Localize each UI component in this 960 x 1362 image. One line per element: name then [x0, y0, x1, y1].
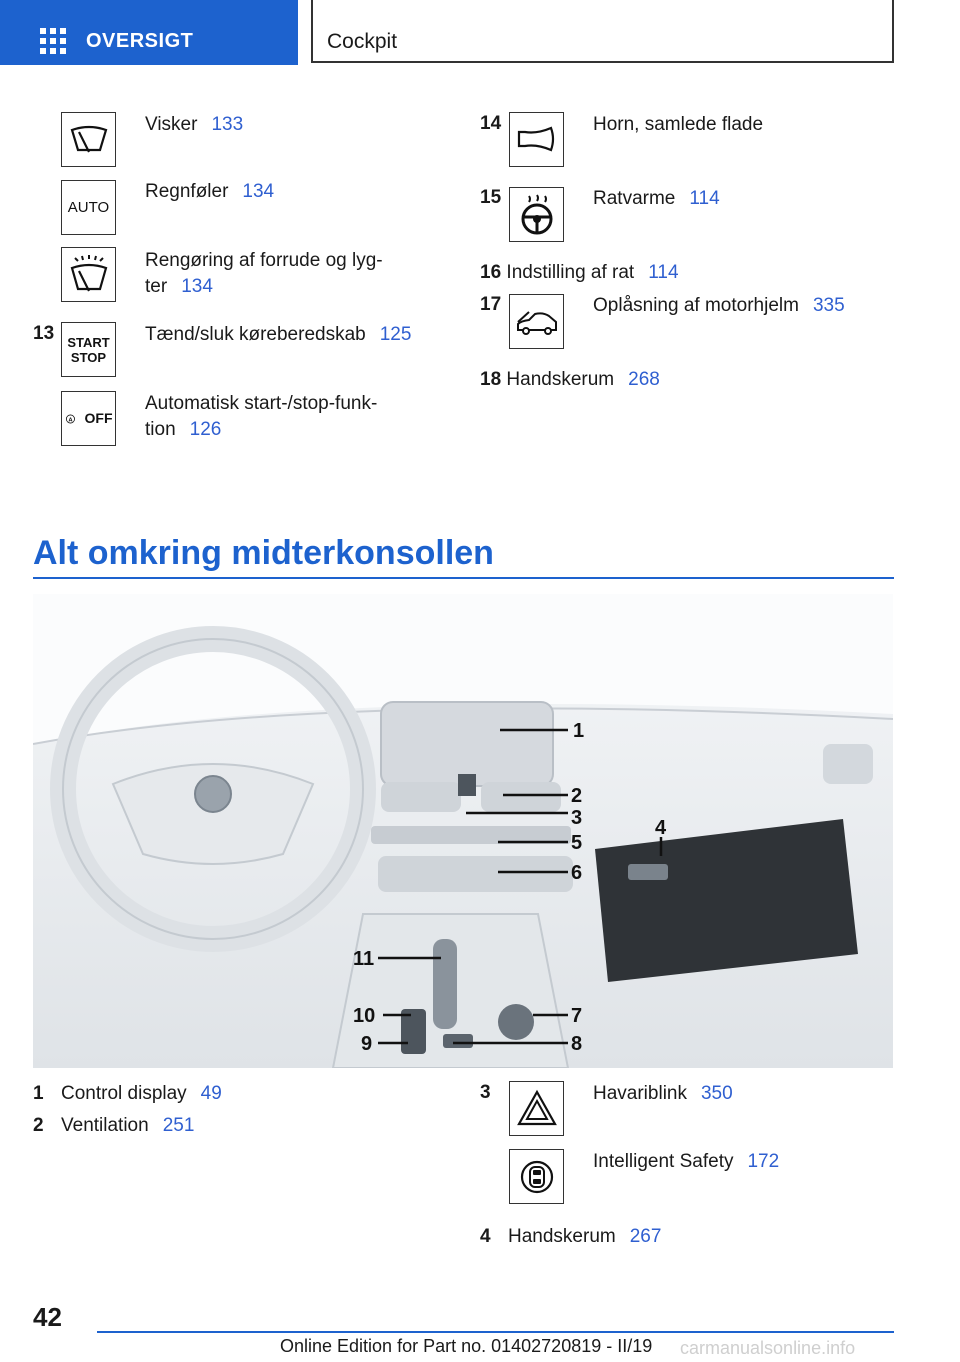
callout-4: 4 — [655, 817, 667, 839]
steering-adjust-entry — [480, 260, 679, 286]
callout-6: 6 — [571, 862, 583, 884]
auto-start-stop-entry — [145, 391, 377, 443]
section-tab[interactable] — [0, 0, 298, 65]
washer-label-line2: ter — [145, 276, 168, 297]
washer-icon — [61, 247, 116, 302]
wiper-page-link[interactable]: 133 — [211, 114, 244, 135]
page-number: 42 — [33, 1302, 62, 1332]
item-number: 15 — [480, 187, 502, 208]
bonnet-label: Oplåsning af motorhjelm — [593, 295, 799, 316]
start-stop-button-icon: START STOP — [61, 322, 116, 377]
grid-icon — [40, 28, 66, 54]
horn-icon — [509, 112, 564, 167]
wiper-icon — [61, 112, 116, 167]
hazard-page-link[interactable]: 350 — [700, 1083, 733, 1104]
svg-text:A: A — [67, 416, 73, 423]
item-number: 13 — [33, 323, 55, 344]
callout-7: 7 — [571, 1005, 583, 1027]
callout-2: 2 — [571, 785, 583, 807]
auto-start-stop-icon: A OFF — [61, 391, 116, 446]
steering-adjust-page-link[interactable]: 114 — [648, 262, 679, 283]
steering-heat-label: Ratvarme — [593, 188, 676, 209]
item-number: 14 — [480, 113, 502, 134]
auto-start-stop-label-line1: Automatisk start-/stop-funk- — [145, 393, 378, 414]
horn-entry — [593, 112, 763, 138]
callout-8: 8 — [571, 1033, 583, 1055]
bonnet-entry — [593, 293, 845, 319]
rain-sensor-label: Regnføler — [145, 181, 229, 202]
control-display-page-link[interactable]: 49 — [200, 1083, 222, 1104]
start-stop-label: Tænd/sluk kørеberedskab — [145, 324, 366, 345]
callout-10: 10 — [353, 1005, 376, 1027]
glovebox-entry — [480, 367, 660, 393]
footer-edition: Online Edition for Part no. 01402720819 - II/19 — [280, 1336, 653, 1356]
wiper-entry — [145, 112, 243, 138]
steering-heat-entry — [593, 186, 720, 212]
callout-5: 5 — [571, 832, 583, 854]
safety-label: Intelligent Safety — [593, 1151, 734, 1172]
glovebox-bottom-label: Handskerum — [508, 1226, 616, 1247]
intelligent-safety-icon — [509, 1149, 564, 1204]
bonnet-page-link[interactable]: 335 — [812, 295, 845, 316]
bonnet-release-icon — [509, 294, 564, 349]
safety-entry — [593, 1149, 779, 1175]
callout-11: 11 — [353, 948, 375, 970]
rain-sensor-page-link[interactable]: 134 — [242, 181, 275, 202]
hazard-warning-icon — [509, 1081, 564, 1136]
callout-3: 3 — [571, 807, 583, 829]
section-title: Alt omkring midterkonsollen — [33, 534, 494, 572]
list-item: 2 Ventilation 251 — [33, 1115, 195, 1136]
steering-adjust-label: Indstilling af rat — [506, 262, 635, 283]
rain-sensor-icon: AUTO — [61, 180, 116, 235]
item-number: 4 — [480, 1226, 491, 1247]
glovebox-bottom-entry — [480, 1224, 661, 1250]
glovebox-label: Handskerum — [506, 369, 615, 390]
start-stop-page-link[interactable]: 125 — [379, 324, 412, 345]
steering-wheel-heat-icon — [509, 187, 564, 242]
glovebox-page-link[interactable]: 268 — [628, 369, 660, 390]
chapter-header — [311, 0, 894, 63]
auto-start-stop-label-line2: tion — [145, 419, 176, 440]
hazard-entry — [593, 1081, 733, 1107]
item-number: 16 — [480, 262, 502, 283]
item-number: 3 — [480, 1082, 491, 1103]
wiper-label: Visker — [145, 114, 198, 135]
horn-label: Horn, samlede flade — [593, 114, 764, 135]
callout-1: 1 — [573, 720, 585, 742]
washer-label-line1: Rengøring af forrude og lyg- — [145, 250, 383, 271]
hazard-label: Havariblink — [593, 1083, 687, 1104]
section-divider — [33, 577, 894, 579]
section-tab-label: OVERSIGT — [86, 30, 194, 52]
footer-watermark: carmanualsonline.info — [680, 1338, 856, 1358]
ventilation-page-link[interactable]: 251 — [162, 1115, 195, 1136]
safety-page-link[interactable]: 172 — [747, 1151, 780, 1172]
footer-divider — [97, 1331, 894, 1333]
callout-9: 9 — [361, 1033, 373, 1055]
chapter-title: Cockpit — [327, 30, 398, 53]
rain-sensor-entry — [145, 179, 274, 205]
washer-page-link[interactable]: 134 — [181, 276, 213, 297]
auto-start-stop-page-link[interactable]: 126 — [189, 419, 222, 440]
steering-heat-page-link[interactable]: 114 — [689, 188, 720, 209]
washer-entry — [145, 248, 383, 300]
item-number: 17 — [480, 294, 502, 315]
list-item: 1 Control display 49 — [33, 1083, 222, 1104]
glovebox-bottom-page-link[interactable]: 267 — [629, 1226, 662, 1247]
center-console-illustration — [33, 594, 893, 1068]
start-stop-entry — [145, 322, 411, 348]
item-number: 18 — [480, 369, 502, 390]
